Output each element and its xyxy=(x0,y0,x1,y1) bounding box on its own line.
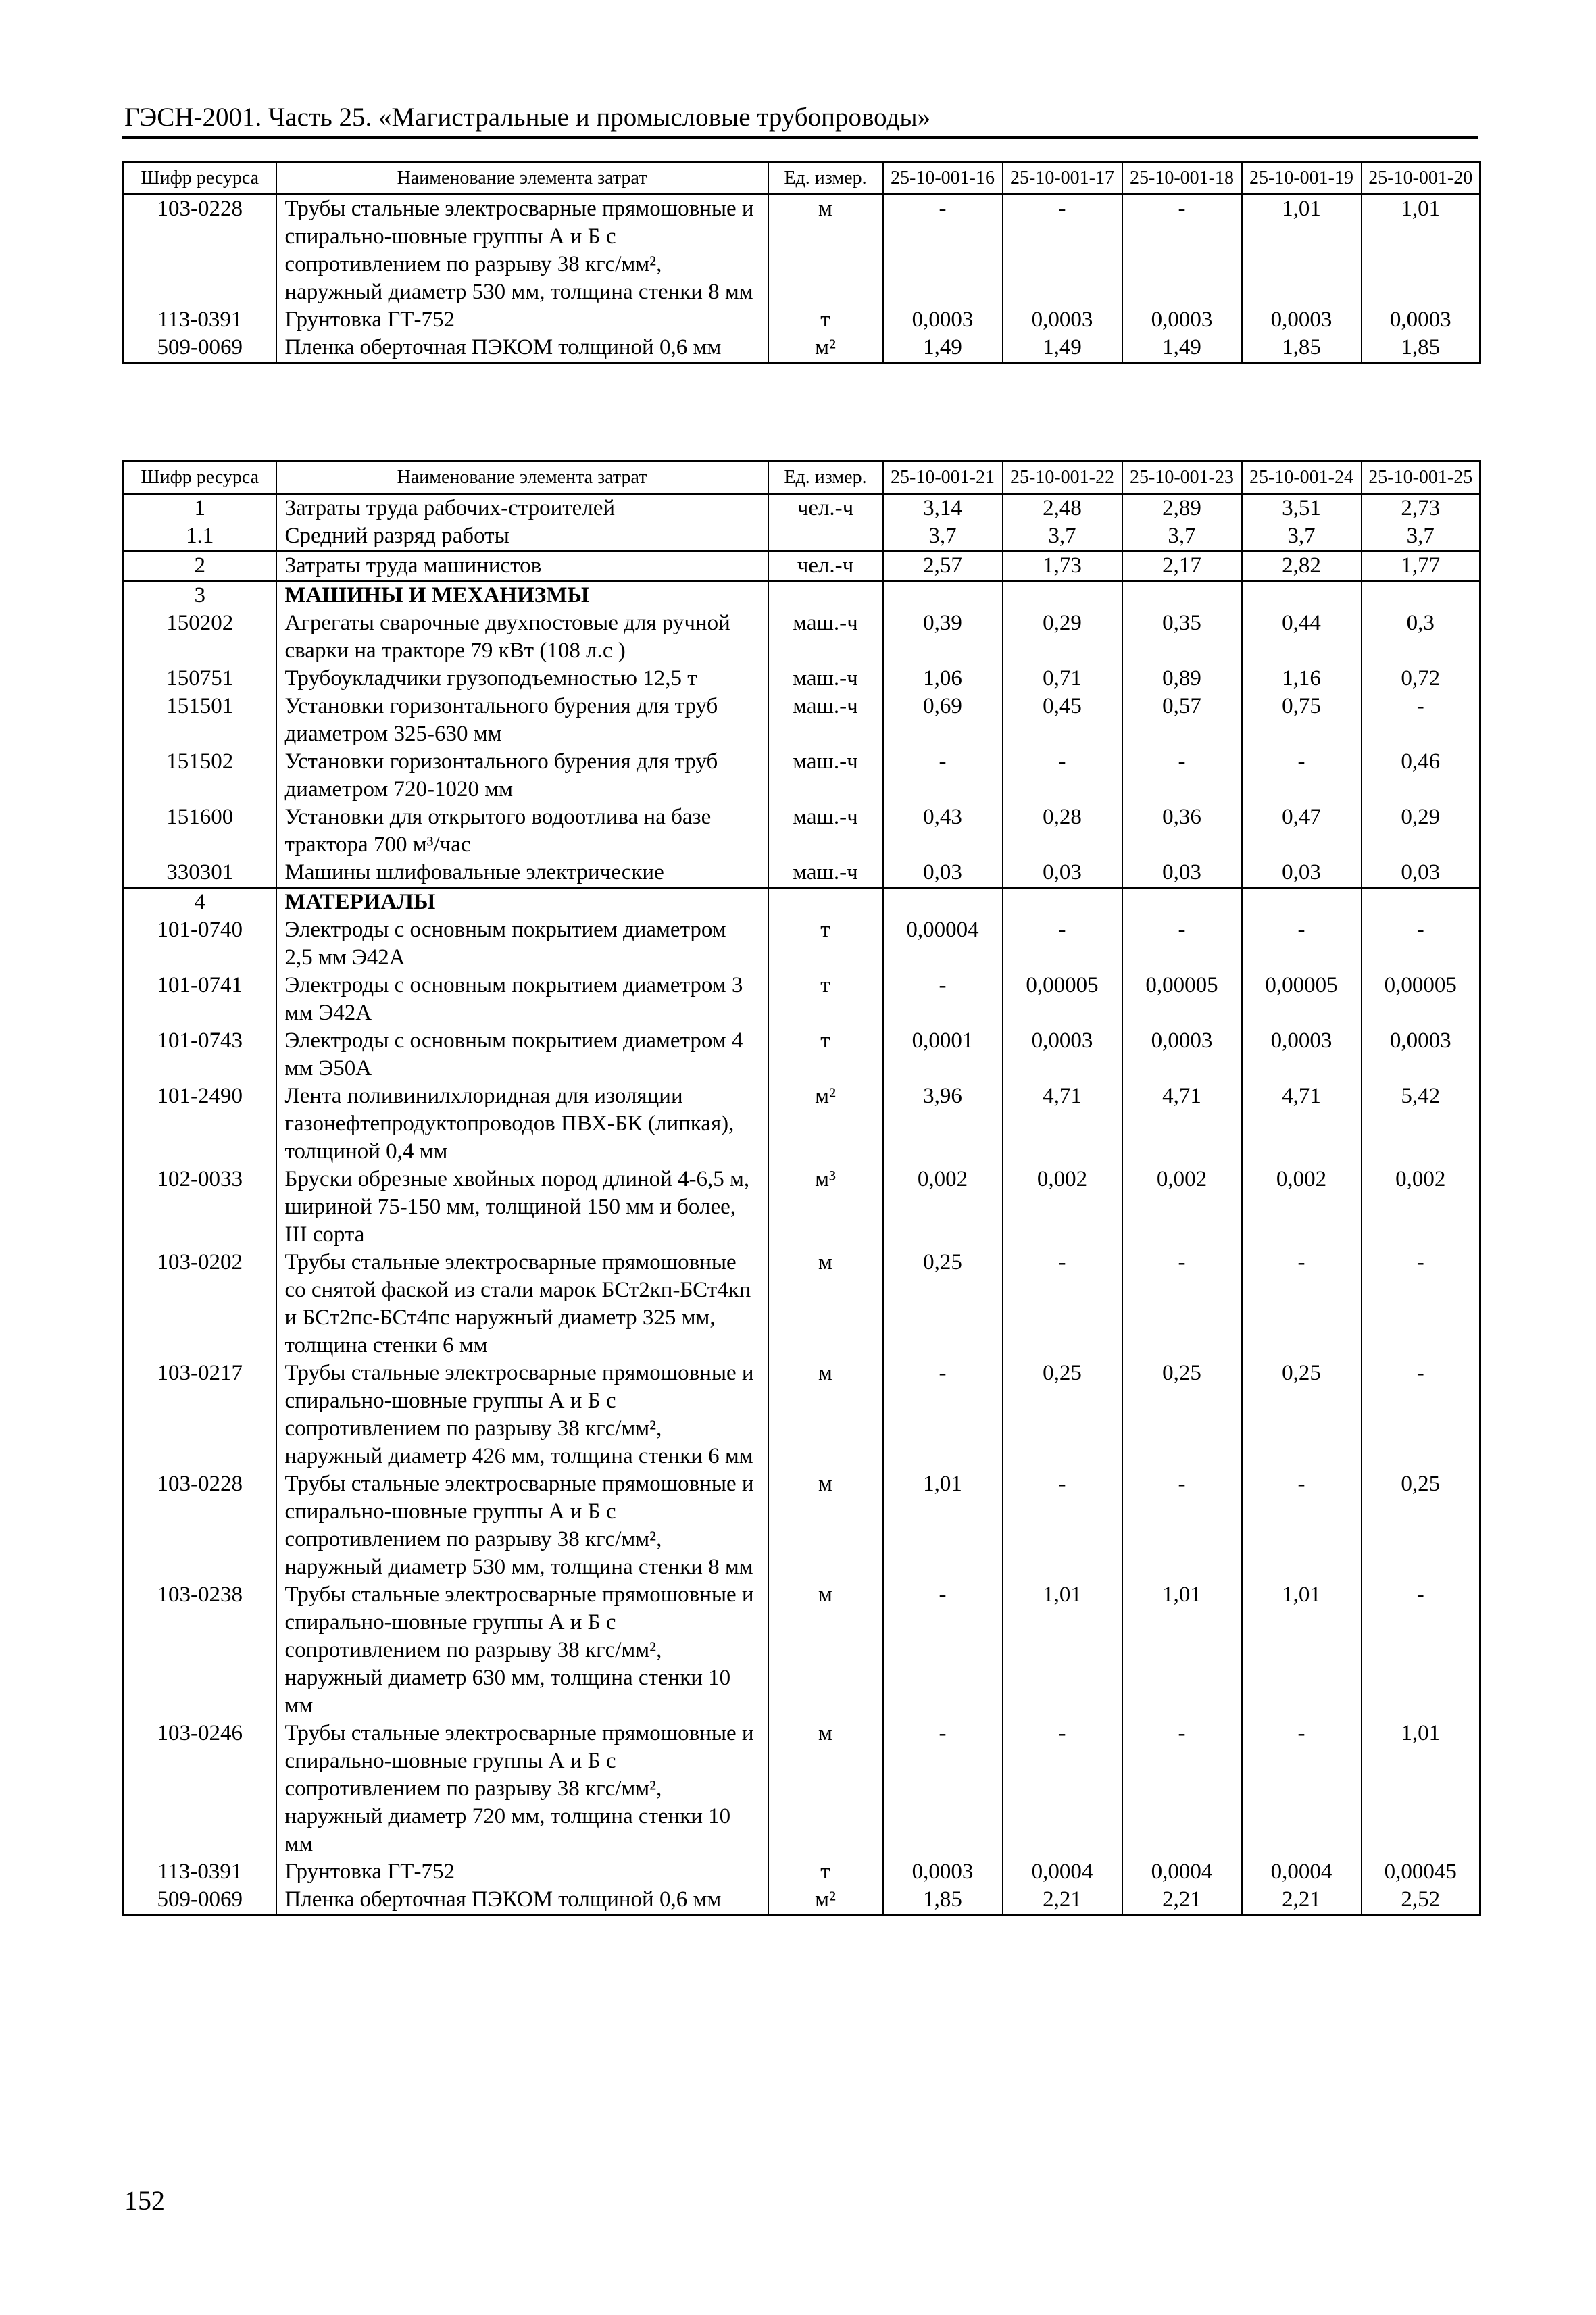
norm-value: 1,73 xyxy=(1003,551,1122,581)
unit-of-measure: маш.-ч xyxy=(768,609,883,665)
table-row xyxy=(124,609,1480,665)
norm-value: 0,25 xyxy=(1362,1470,1480,1581)
norm-value: 1,16 xyxy=(1242,665,1362,693)
norm-value: 1,01 xyxy=(1242,1581,1362,1720)
unit-of-measure: м² xyxy=(768,1082,883,1166)
norm-value: - xyxy=(1003,748,1122,803)
norm-value: 0,03 xyxy=(1122,859,1242,888)
norm-value: 0,3 xyxy=(1362,609,1480,665)
norm-value: 0,0003 xyxy=(1242,306,1362,334)
table-header-row xyxy=(124,162,1480,195)
norm-value xyxy=(1003,888,1122,917)
norm-value: 0,47 xyxy=(1242,803,1362,859)
resource-code: 150751 xyxy=(124,665,276,693)
norm-value: 0,46 xyxy=(1362,748,1480,803)
column-header-code: Шифр ресурса xyxy=(124,462,276,494)
column-header-code: Шифр ресурса xyxy=(124,162,276,195)
table-row xyxy=(124,803,1480,859)
resource-code: 113-0391 xyxy=(124,1858,276,1886)
cost-element-name: Трубы стальные электросварные прямошовные со снятой фаской из стали марок БСт2кп-БСт4кп и БСт2пс-БСт4пс наружный диаметр 325 мм, толщина стенки 6 мм xyxy=(276,1249,768,1360)
norm-value: 2,73 xyxy=(1362,494,1480,523)
unit-of-measure: маш.-ч xyxy=(768,859,883,888)
column-header-n1: 25-10-001-16 xyxy=(883,162,1003,195)
norm-value: 0,29 xyxy=(1003,609,1122,665)
norm-value: 0,0003 xyxy=(1003,306,1122,334)
norm-value: 2,21 xyxy=(1003,1886,1122,1915)
cost-element-name: Затраты труда рабочих-строителей xyxy=(276,494,768,523)
norm-value: 0,0003 xyxy=(1003,1027,1122,1082)
norm-value: - xyxy=(1122,1249,1242,1360)
unit-of-measure xyxy=(768,888,883,917)
norm-value: - xyxy=(1122,195,1242,307)
table-row xyxy=(124,1249,1480,1360)
cost-element-name: Электроды с основным покрытием диаметром 3 мм Э42А xyxy=(276,972,768,1027)
norm-value: 0,89 xyxy=(1122,665,1242,693)
norm-value: 3,7 xyxy=(1122,522,1242,551)
norm-value: - xyxy=(1122,916,1242,972)
norm-value: 2,57 xyxy=(883,551,1003,581)
norm-value: 1,01 xyxy=(1362,195,1480,307)
cost-element-name: МАШИНЫ И МЕХАНИЗМЫ xyxy=(276,581,768,610)
unit-of-measure: т xyxy=(768,916,883,972)
norm-value: - xyxy=(1003,1720,1122,1858)
table-row xyxy=(124,916,1480,972)
norm-value: 0,00004 xyxy=(883,916,1003,972)
norm-value: 1,85 xyxy=(883,1886,1003,1915)
norm-value: 1,49 xyxy=(883,334,1003,363)
norm-value: 1,77 xyxy=(1362,551,1480,581)
cost-element-name: Электроды с основным покрытием диаметром 2,5 мм Э42А xyxy=(276,916,768,972)
cost-element-name: Бруски обрезные хвойных пород длиной 4-6,5 м, шириной 75-150 мм, толщиной 150 мм и более, III сорта xyxy=(276,1166,768,1249)
norm-value: 1,01 xyxy=(1242,195,1362,307)
resource-code: 151501 xyxy=(124,693,276,748)
unit-of-measure: маш.-ч xyxy=(768,693,883,748)
norm-value: 4,71 xyxy=(1003,1082,1122,1166)
table-row xyxy=(124,888,1480,917)
norm-value: 0,002 xyxy=(1003,1166,1122,1249)
norm-value xyxy=(883,888,1003,917)
norm-value: 0,28 xyxy=(1003,803,1122,859)
unit-of-measure: т xyxy=(768,306,883,334)
table-row xyxy=(124,551,1480,581)
table-row xyxy=(124,306,1480,334)
norm-value xyxy=(1122,581,1242,610)
norm-value: 1,85 xyxy=(1362,334,1480,363)
norm-value: 0,00005 xyxy=(1003,972,1122,1027)
norm-value: 0,25 xyxy=(883,1249,1003,1360)
table-row xyxy=(124,1720,1480,1858)
resource-code: 1 xyxy=(124,494,276,523)
table-row xyxy=(124,1166,1480,1249)
norm-value: 0,69 xyxy=(883,693,1003,748)
table-row xyxy=(124,494,1480,523)
cost-element-name: Затраты труда машинистов xyxy=(276,551,768,581)
cost-element-name: МАТЕРИАЛЫ xyxy=(276,888,768,917)
cost-element-name: Пленка оберточная ПЭКОМ толщиной 0,6 мм xyxy=(276,334,768,363)
norm-value: 0,0004 xyxy=(1122,1858,1242,1886)
table-row xyxy=(124,1581,1480,1720)
table-row xyxy=(124,1082,1480,1166)
resource-code: 4 xyxy=(124,888,276,917)
norm-value: - xyxy=(1242,1720,1362,1858)
norm-value: - xyxy=(1242,1470,1362,1581)
column-header-n4: 25-10-001-19 xyxy=(1242,162,1362,195)
resource-code: 101-2490 xyxy=(124,1082,276,1166)
cost-element-name: Установки горизонтального бурения для труб диаметром 720-1020 мм xyxy=(276,748,768,803)
resource-code: 102-0033 xyxy=(124,1166,276,1249)
unit-of-measure: м² xyxy=(768,334,883,363)
norm-value: 0,44 xyxy=(1242,609,1362,665)
page-number: 152 xyxy=(124,2185,165,2216)
norm-value: 0,72 xyxy=(1362,665,1480,693)
cost-element-name: Грунтовка ГТ-752 xyxy=(276,1858,768,1886)
norm-value: 0,002 xyxy=(1362,1166,1480,1249)
norm-value: 4,71 xyxy=(1122,1082,1242,1166)
resource-code: 509-0069 xyxy=(124,334,276,363)
resource-code: 151600 xyxy=(124,803,276,859)
resource-code: 3 xyxy=(124,581,276,610)
header-rule xyxy=(122,136,1478,139)
norm-value: 0,29 xyxy=(1362,803,1480,859)
norm-value: 0,0003 xyxy=(1122,306,1242,334)
cost-element-name: Агрегаты сварочные двухпостовые для ручной сварки на тракторе 79 кВт (108 л.с ) xyxy=(276,609,768,665)
resource-code: 103-0238 xyxy=(124,1581,276,1720)
column-header-unit: Ед. измер. xyxy=(768,462,883,494)
cost-element-name: Трубы стальные электросварные прямошовные и спирально-шовные группы А и Б с сопротивлением по разрыву 38 кгс/мм², наружный диаметр 426 мм, толщина стенки 6 мм xyxy=(276,1360,768,1470)
norm-value: 0,0003 xyxy=(883,306,1003,334)
norm-value xyxy=(1003,581,1122,610)
unit-of-measure: маш.-ч xyxy=(768,748,883,803)
norm-value: 0,0003 xyxy=(1122,1027,1242,1082)
unit-of-measure: чел.-ч xyxy=(768,551,883,581)
resource-table-1 xyxy=(122,161,1481,364)
norm-value: - xyxy=(1362,1581,1480,1720)
norm-value: 4,71 xyxy=(1242,1082,1362,1166)
norm-value: - xyxy=(1122,1720,1242,1858)
resource-code: 113-0391 xyxy=(124,306,276,334)
norm-value: 0,002 xyxy=(883,1166,1003,1249)
norm-value: 0,03 xyxy=(1242,859,1362,888)
unit-of-measure: м xyxy=(768,1249,883,1360)
norm-value: 0,36 xyxy=(1122,803,1242,859)
cost-element-name: Грунтовка ГТ-752 xyxy=(276,306,768,334)
unit-of-measure: м xyxy=(768,1360,883,1470)
unit-of-measure: маш.-ч xyxy=(768,803,883,859)
cost-element-name: Трубы стальные электросварные прямошовные и спирально-шовные группы А и Б с сопротивлением по разрыву 38 кгс/мм², наружный диаметр 530 мм, толщина стенки 8 мм xyxy=(276,195,768,307)
column-header-n5: 25-10-001-25 xyxy=(1362,462,1480,494)
norm-value: - xyxy=(883,1581,1003,1720)
norm-value: 1,01 xyxy=(1122,1581,1242,1720)
unit-of-measure: чел.-ч xyxy=(768,494,883,523)
resource-code: 101-0740 xyxy=(124,916,276,972)
norm-value: - xyxy=(1003,195,1122,307)
norm-value: 1,01 xyxy=(1362,1720,1480,1858)
norm-value: 1,06 xyxy=(883,665,1003,693)
norm-value: - xyxy=(883,1360,1003,1470)
norm-value: - xyxy=(1242,916,1362,972)
unit-of-measure: м xyxy=(768,1581,883,1720)
resource-code: 1.1 xyxy=(124,522,276,551)
norm-value: 0,03 xyxy=(1003,859,1122,888)
norm-value: 0,00005 xyxy=(1362,972,1480,1027)
unit-of-measure: маш.-ч xyxy=(768,665,883,693)
norm-value: - xyxy=(1362,1249,1480,1360)
cost-element-name: Средний разряд работы xyxy=(276,522,768,551)
norm-value: 0,0003 xyxy=(1242,1027,1362,1082)
cost-element-name: Пленка оберточная ПЭКОМ толщиной 0,6 мм xyxy=(276,1886,768,1915)
table-row xyxy=(124,1886,1480,1915)
norm-value: - xyxy=(1003,916,1122,972)
norm-value xyxy=(1242,581,1362,610)
norm-value: - xyxy=(1242,1249,1362,1360)
norm-value xyxy=(1362,888,1480,917)
column-header-name: Наименование элемента затрат xyxy=(276,462,768,494)
norm-value: - xyxy=(1003,1249,1122,1360)
norm-value: - xyxy=(1122,1470,1242,1581)
table-row xyxy=(124,581,1480,610)
table-row xyxy=(124,1470,1480,1581)
unit-of-measure: т xyxy=(768,1027,883,1082)
cost-element-name: Трубы стальные электросварные прямошовные и спирально-шовные группы А и Б с сопротивлением по разрыву 38 кгс/мм², наружный диаметр 630 мм, толщина стенки 10 мм xyxy=(276,1581,768,1720)
norm-value: 0,0003 xyxy=(883,1858,1003,1886)
table-row xyxy=(124,1858,1480,1886)
norm-value: - xyxy=(883,195,1003,307)
norm-value: 0,002 xyxy=(1122,1166,1242,1249)
cost-element-name: Трубы стальные электросварные прямошовные и спирально-шовные группы А и Б с сопротивлением по разрыву 38 кгс/мм², наружный диаметр 530 мм, толщина стенки 8 мм xyxy=(276,1470,768,1581)
resource-code: 103-0217 xyxy=(124,1360,276,1470)
norm-value: 0,002 xyxy=(1242,1166,1362,1249)
table-header-row xyxy=(124,462,1480,494)
norm-value: 5,42 xyxy=(1362,1082,1480,1166)
norm-value: 1,85 xyxy=(1242,334,1362,363)
unit-of-measure xyxy=(768,581,883,610)
norm-value xyxy=(1122,888,1242,917)
column-header-n5: 25-10-001-20 xyxy=(1362,162,1480,195)
norm-value: 0,25 xyxy=(1003,1360,1122,1470)
resource-code: 101-0743 xyxy=(124,1027,276,1082)
resource-code: 330301 xyxy=(124,859,276,888)
norm-value: 1,49 xyxy=(1003,334,1122,363)
table-row xyxy=(124,859,1480,888)
norm-value: 0,25 xyxy=(1242,1360,1362,1470)
norm-value: 0,03 xyxy=(883,859,1003,888)
unit-of-measure: т xyxy=(768,972,883,1027)
resource-code: 509-0069 xyxy=(124,1886,276,1915)
norm-value: 0,0004 xyxy=(1003,1858,1122,1886)
cost-element-name: Установки для открытого водоотлива на базе трактора 700 м³/час xyxy=(276,803,768,859)
norm-value: 0,71 xyxy=(1003,665,1122,693)
norm-value: 3,96 xyxy=(883,1082,1003,1166)
table-row xyxy=(124,195,1480,307)
norm-value: 2,48 xyxy=(1003,494,1122,523)
norm-value: 3,7 xyxy=(1003,522,1122,551)
cost-element-name: Лента поливинилхлоридная для изоляции газонефтепродуктопроводов ПВХ-БК (липкая), толщиной 0,4 мм xyxy=(276,1082,768,1166)
resource-code: 2 xyxy=(124,551,276,581)
column-header-unit: Ед. измер. xyxy=(768,162,883,195)
cost-element-name: Трубоукладчики грузоподъемностью 12,5 т xyxy=(276,665,768,693)
cost-element-name: Трубы стальные электросварные прямошовные и спирально-шовные группы А и Б с сопротивлением по разрыву 38 кгс/мм², наружный диаметр 720 мм, толщина стенки 10 мм xyxy=(276,1720,768,1858)
unit-of-measure xyxy=(768,522,883,551)
resource-code: 103-0246 xyxy=(124,1720,276,1858)
table-row xyxy=(124,1027,1480,1082)
norm-value: 0,0003 xyxy=(1362,1027,1480,1082)
unit-of-measure: м³ xyxy=(768,1166,883,1249)
resource-code: 103-0202 xyxy=(124,1249,276,1360)
table-row xyxy=(124,665,1480,693)
column-header-name: Наименование элемента затрат xyxy=(276,162,768,195)
norm-value: 0,0004 xyxy=(1242,1858,1362,1886)
norm-value: - xyxy=(883,1720,1003,1858)
table-row xyxy=(124,972,1480,1027)
table-row xyxy=(124,748,1480,803)
cost-element-name: Машины шлифовальные электрические xyxy=(276,859,768,888)
norm-value: 3,7 xyxy=(883,522,1003,551)
column-header-n2: 25-10-001-17 xyxy=(1003,162,1122,195)
norm-value: 0,45 xyxy=(1003,693,1122,748)
norm-value: 0,39 xyxy=(883,609,1003,665)
norm-value: - xyxy=(1122,748,1242,803)
norm-value: - xyxy=(1362,1360,1480,1470)
norm-value: 2,17 xyxy=(1122,551,1242,581)
table-row xyxy=(124,1360,1480,1470)
unit-of-measure: т xyxy=(768,1858,883,1886)
norm-value: 1,01 xyxy=(883,1470,1003,1581)
norm-value xyxy=(1362,581,1480,610)
norm-value xyxy=(1242,888,1362,917)
table-row xyxy=(124,522,1480,551)
unit-of-measure: м xyxy=(768,1720,883,1858)
norm-value: 0,43 xyxy=(883,803,1003,859)
unit-of-measure: м xyxy=(768,1470,883,1581)
norm-value: 0,57 xyxy=(1122,693,1242,748)
column-header-n2: 25-10-001-22 xyxy=(1003,462,1122,494)
norm-value: 3,51 xyxy=(1242,494,1362,523)
table-row xyxy=(124,334,1480,363)
resource-code: 103-0228 xyxy=(124,1470,276,1581)
table-row xyxy=(124,693,1480,748)
norm-value: 0,0003 xyxy=(1362,306,1480,334)
resource-code: 101-0741 xyxy=(124,972,276,1027)
cost-element-name: Электроды с основным покрытием диаметром 4 мм Э50А xyxy=(276,1027,768,1082)
resource-code: 150202 xyxy=(124,609,276,665)
norm-value: - xyxy=(1242,748,1362,803)
page-header-title: ГЭСН-2001. Часть 25. «Магистральные и промысловые трубопроводы» xyxy=(124,103,931,132)
norm-value: 2,21 xyxy=(1242,1886,1362,1915)
norm-value: 0,00045 xyxy=(1362,1858,1480,1886)
column-header-n4: 25-10-001-24 xyxy=(1242,462,1362,494)
norm-value: 2,52 xyxy=(1362,1886,1480,1915)
norm-value: - xyxy=(1362,916,1480,972)
norm-value: - xyxy=(883,748,1003,803)
norm-value: 3,7 xyxy=(1362,522,1480,551)
column-header-n3: 25-10-001-18 xyxy=(1122,162,1242,195)
norm-value: 0,00005 xyxy=(1122,972,1242,1027)
unit-of-measure: м² xyxy=(768,1886,883,1915)
norm-value: 1,49 xyxy=(1122,334,1242,363)
norm-value: 3,7 xyxy=(1242,522,1362,551)
resource-code: 103-0228 xyxy=(124,195,276,307)
norm-value xyxy=(883,581,1003,610)
column-header-n1: 25-10-001-21 xyxy=(883,462,1003,494)
resource-table-2 xyxy=(122,460,1481,1916)
norm-value: 2,21 xyxy=(1122,1886,1242,1915)
norm-value: 1,01 xyxy=(1003,1581,1122,1720)
resource-code: 151502 xyxy=(124,748,276,803)
column-header-n3: 25-10-001-23 xyxy=(1122,462,1242,494)
norm-value: - xyxy=(883,972,1003,1027)
norm-value: 0,35 xyxy=(1122,609,1242,665)
norm-value: - xyxy=(1003,1470,1122,1581)
norm-value: 2,89 xyxy=(1122,494,1242,523)
norm-value: 0,75 xyxy=(1242,693,1362,748)
norm-value: - xyxy=(1362,693,1480,748)
norm-value: 0,25 xyxy=(1122,1360,1242,1470)
norm-value: 3,14 xyxy=(883,494,1003,523)
norm-value: 2,82 xyxy=(1242,551,1362,581)
norm-value: 0,0001 xyxy=(883,1027,1003,1082)
unit-of-measure: м xyxy=(768,195,883,307)
norm-value: 0,00005 xyxy=(1242,972,1362,1027)
cost-element-name: Установки горизонтального бурения для труб диаметром 325-630 мм xyxy=(276,693,768,748)
norm-value: 0,03 xyxy=(1362,859,1480,888)
